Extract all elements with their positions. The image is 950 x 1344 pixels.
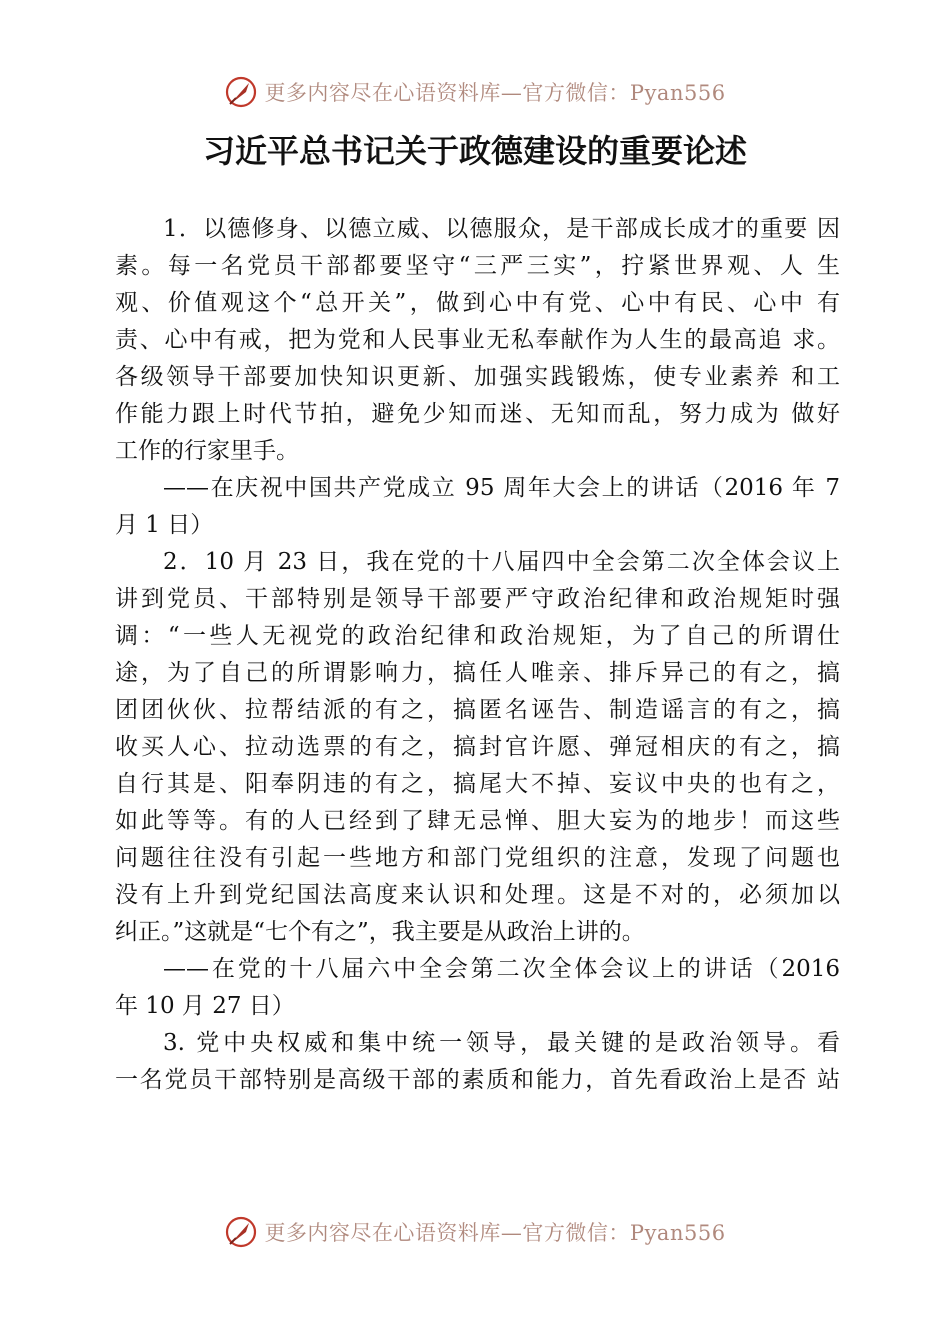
citation-line: 年 10 月 27 日） <box>115 993 295 1019</box>
citation-line: 月 1 日） <box>115 512 214 538</box>
text-line: 问题往往没有引起一些地方和部门党组织的注意，发现了问题也 <box>115 845 840 871</box>
text-line: 团团伙伙、拉帮结派的有之，搞匿名诬告、制造谣言的有之，搞 <box>115 697 840 723</box>
text-line: 3. 党中央权威和集中统一领导，最关键的是政治领导。看 <box>163 1030 840 1056</box>
text-line: 如此等等。有的人已经到了肆无忌惮、胆大妄为的地步！而这些 <box>115 808 840 834</box>
text-line: 收买人心、拉动选票的有之，搞封官许愿、弹冠相庆的有之，搞 <box>115 734 840 760</box>
citation-line: ——在党的十八届六中全会第二次全体会议上的讲话（2016 <box>163 956 840 982</box>
text-line: 1．以德修身、以德立威、以德服众，是干部成长成才的重要 因 <box>163 216 840 242</box>
text-line: 2．10 月 23 日，我在党的十八届四中全会第二次全体会议上 <box>163 549 840 575</box>
text-line: 讲到党员、干部特别是领导干部要严守政治纪律和政治规矩时强 <box>115 586 840 612</box>
watermark-text: 更多内容尽在心语资料库—官方微信：Pyan556 <box>264 81 726 105</box>
text-line: 观、价值观这个“总开关”，做到心中有党、心中有民、心中 有 <box>115 290 840 316</box>
watermark-text: 更多内容尽在心语资料库—官方微信：Pyan556 <box>264 1221 726 1245</box>
quill-logo-icon <box>224 1215 258 1249</box>
document-body <box>115 211 840 1099</box>
text-line: 工作的行家里手。 <box>115 438 299 464</box>
text-line: 调：“一些人无视党的政治纪律和政治规矩，为了自己的所谓仕 <box>115 623 840 649</box>
text-line: 没有上升到党纪国法高度来认识和处理。这是不对的，必须加以 <box>115 882 840 908</box>
watermark-banner-bottom <box>0 1212 950 1252</box>
text-line: 素。每一名党员干部都要坚守“三严三实”，拧紧世界观、人 生 <box>115 253 840 279</box>
quill-logo-icon <box>224 75 258 109</box>
text-line: 自行其是、阳奉阴违的有之，搞尾大不掉、妄议中央的也有之， <box>115 771 840 797</box>
text-line: 纠正。”这就是“七个有之”，我主要是从政治上讲的。 <box>115 919 645 945</box>
text-line: 责、心中有戒，把为党和人民事业无私奉献作为人生的最高追 求。 <box>115 327 840 353</box>
watermark-banner-top <box>0 72 950 112</box>
text-line: 各级领导干部要加快知识更新、加强实践锻炼，使专业素养 和工 <box>115 364 840 390</box>
text-line: 一名党员干部特别是高级干部的素质和能力，首先看政治上是否 站 <box>115 1067 840 1093</box>
text-line: 途，为了自己的所谓影响力，搞任人唯亲、排斥异己的有之，搞 <box>115 660 840 686</box>
document-title: 习近平总书记关于政德建设的重要论述 <box>202 132 747 170</box>
text-line: 作能力跟上时代节拍，避免少知而迷、无知而乱，努力成为 做好 <box>115 401 840 427</box>
citation-line: ——在庆祝中国共产党成立 95 周年大会上的讲话（2016 年 7 <box>163 475 840 501</box>
